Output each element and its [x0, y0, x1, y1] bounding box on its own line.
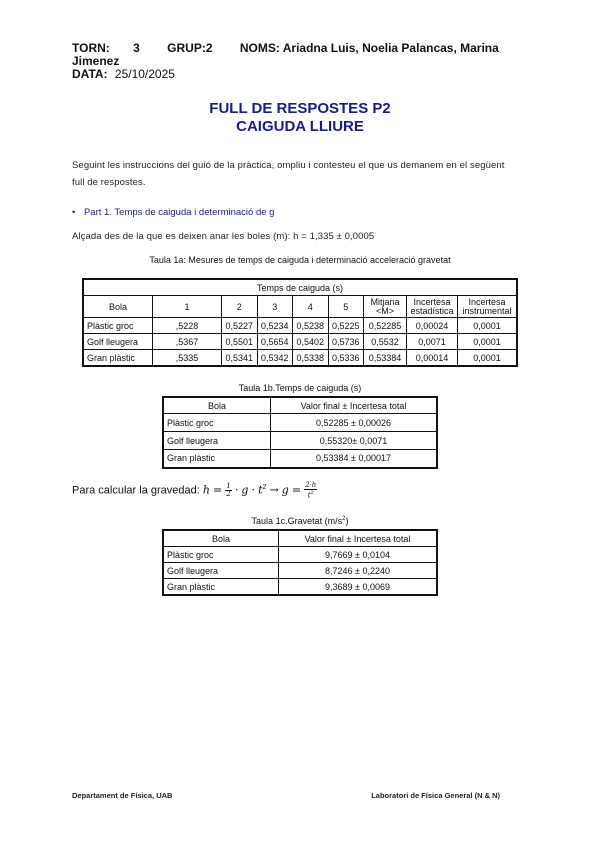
formula-dot-1: ·: [234, 483, 239, 497]
table1a-header-bola: Bola: [83, 296, 153, 318]
formula-g-num: 2·h: [305, 481, 317, 489]
table1a-header-inc-instr: Incertesa instrumental: [458, 296, 518, 318]
table1a-header-1: 1: [153, 296, 222, 318]
table1b-header-valor: Valor final ± Incertesa total: [271, 397, 438, 414]
table1c-cell: 9,7669 ± 0,0104: [279, 547, 438, 563]
table-row: [163, 579, 437, 596]
formula-t-sq: 2: [262, 483, 267, 491]
table1c-caption-end: ): [345, 516, 349, 526]
header-line-3: [72, 68, 175, 81]
table1a-cell: 0,00014: [407, 350, 458, 367]
table1a-cell: ,5228: [153, 318, 222, 334]
table1c-header-row: [163, 530, 437, 547]
table-1b: [162, 396, 438, 469]
table1a-cell: 0,52285: [364, 318, 407, 334]
title-line-2: CAIGUDA LLIURE: [236, 118, 364, 135]
table-row: [163, 563, 437, 579]
table1b-cell: 0,55320± 0,0071: [271, 432, 438, 450]
table1a-cell: 0,5532: [364, 334, 407, 350]
formula-g-den-sq: 2: [310, 490, 314, 496]
formula-g-den: t: [307, 491, 311, 500]
torn-value: 3: [133, 41, 140, 55]
table1a-cell: 0,0001: [458, 318, 518, 334]
table1a-header-5: 5: [328, 296, 364, 318]
table1a-cell: 0,00024: [407, 318, 458, 334]
table1c-header-valor: Valor final ± Incertesa total: [279, 530, 438, 547]
footer-right: Laboratori de Física General (N & N): [371, 791, 500, 800]
formula-lead: Para calcular la gravedad:: [72, 484, 200, 497]
formula-g-frac: [304, 482, 317, 499]
table1a-header-2: 2: [222, 296, 258, 318]
table1a-cell: 0,0001: [458, 350, 518, 367]
formula-g: g: [241, 483, 249, 497]
table1a-cell: 0,53384: [364, 350, 407, 367]
table1a-cell: 0,5341: [222, 350, 258, 367]
footer-left: Departament de Física, UAB: [72, 791, 173, 800]
page-title: [0, 100, 600, 136]
table1a-cell: 0,5736: [328, 334, 364, 350]
table1b-caption: Taula 1b.Temps de caiguda (s): [238, 383, 362, 393]
table1a-cell: 0,0071: [407, 334, 458, 350]
formula-line: [72, 482, 317, 499]
table1c-header-bola: Bola: [163, 530, 279, 547]
formula-half: [225, 483, 231, 498]
table1c-cell: Gran plàstic: [163, 579, 279, 596]
table1b-cell: 0,52285 ± 0,00026: [271, 414, 438, 432]
formula-t: t: [258, 483, 263, 497]
table-row: [163, 414, 437, 432]
table-row: [163, 450, 437, 468]
formula-eq: =: [213, 483, 223, 497]
table1b-cell: Plàstic groc: [163, 414, 271, 432]
title-line-1: FULL DE RESPOSTES P2: [209, 100, 391, 117]
table1a-cell: Plàstic groc: [83, 318, 153, 334]
formula-g2: g: [281, 483, 289, 497]
table1a-cell: Gran plàstic: [83, 350, 153, 367]
table1a-cell: 0,5225: [328, 318, 364, 334]
table1a-header-3: 3: [257, 296, 293, 318]
table1c-cell: 9,3689 ± 0,0069: [279, 579, 438, 596]
table1a-group-row: [83, 279, 517, 296]
table-row: [83, 334, 517, 350]
table1b-header-row: [163, 397, 437, 414]
table1a-cell: 0,0001: [458, 334, 518, 350]
height-text: Alçada des de la que es deixen anar les boles (m): h = 1,335 ± 0,0005: [72, 231, 375, 242]
table1a-cell: 0,5234: [257, 318, 293, 334]
table1c-caption-sup: 2: [342, 516, 346, 522]
table1a-cell: 0,5402: [293, 334, 329, 350]
part1-label: Part 1. Temps de caiguda i determinació de g: [83, 207, 275, 218]
formula-eq2: =: [291, 483, 302, 497]
table1b-cell: Gran plàstic: [163, 450, 271, 468]
table1a-cell: 0,5336: [328, 350, 364, 367]
part1-heading: [72, 207, 274, 218]
table1a-cell: 0,5238: [293, 318, 329, 334]
table1a-header-inc-estad: Incertesa estadística: [407, 296, 458, 318]
grup-label: GRUP:2: [167, 41, 213, 55]
table-row: [163, 432, 437, 450]
table1a-cell: 0,5227: [222, 318, 258, 334]
table1a-header-mitjana: Mitjana <M>: [364, 296, 407, 318]
torn-label: TORN:: [72, 41, 110, 55]
height-line: [72, 228, 374, 245]
intro-paragraph: [72, 157, 532, 191]
noms-label: NOMS:: [239, 41, 280, 55]
table1c-caption: [162, 516, 438, 526]
formula-half-den: 2: [226, 490, 231, 499]
table1c-cell: 8,7246 ± 0,2240: [279, 563, 438, 579]
intro-line-2: full de respostes.: [72, 177, 146, 188]
table1a-cell: 0,5654: [257, 334, 293, 350]
table1a-group-header: Temps de caiguda (s): [83, 279, 517, 296]
table1c-caption-text: Taula 1c.Gravetat (m/s: [251, 516, 343, 526]
table1a-cell: 0,5338: [293, 350, 329, 367]
table1c-cell: Plàstic groc: [163, 547, 279, 563]
table-row: [83, 318, 517, 334]
data-label: DATA:: [72, 67, 108, 81]
table-row: [83, 350, 517, 367]
table1a-cell: 0,5342: [257, 350, 293, 367]
table1b-cell: Golf lleugera: [163, 432, 271, 450]
formula-arrow: →: [269, 483, 279, 497]
table1b-cell: 0,53384 ± 0,00017: [271, 450, 438, 468]
table-row: [163, 547, 437, 563]
table-1c: [162, 529, 438, 596]
header-line-1: [72, 42, 542, 55]
table1a-cell: Golf lleugera: [83, 334, 153, 350]
bullet-icon: •: [72, 207, 76, 218]
formula-dot-2: ·: [251, 483, 255, 497]
formula-h: h: [202, 483, 210, 497]
table1c-cell: Golf lleugera: [163, 563, 279, 579]
intro-line-1: Seguint les instruccions del guió de la pràctica, ompliu i contesteu el que us demanem en el següent: [72, 160, 505, 171]
table1a-caption: Taula 1a: Mesures de temps de caiguda i determinació acceleració gravetat: [149, 255, 451, 265]
table1a-cell: ,5367: [153, 334, 222, 350]
data-value: 25/10/2025: [114, 67, 175, 81]
table1a-header-4: 4: [293, 296, 329, 318]
noms-value: Ariadna Luis, Noelia Palancas, Marina: [282, 41, 499, 55]
table1a-header-row: [83, 296, 517, 318]
table1a-cell: ,5335: [153, 350, 222, 367]
table1b-header-bola: Bola: [163, 397, 271, 414]
noms-value-cont: Jimenez: [72, 54, 120, 68]
formula-half-num: 1: [226, 482, 231, 491]
table-1a: [82, 278, 518, 367]
table1a-cell: 0,5501: [222, 334, 258, 350]
